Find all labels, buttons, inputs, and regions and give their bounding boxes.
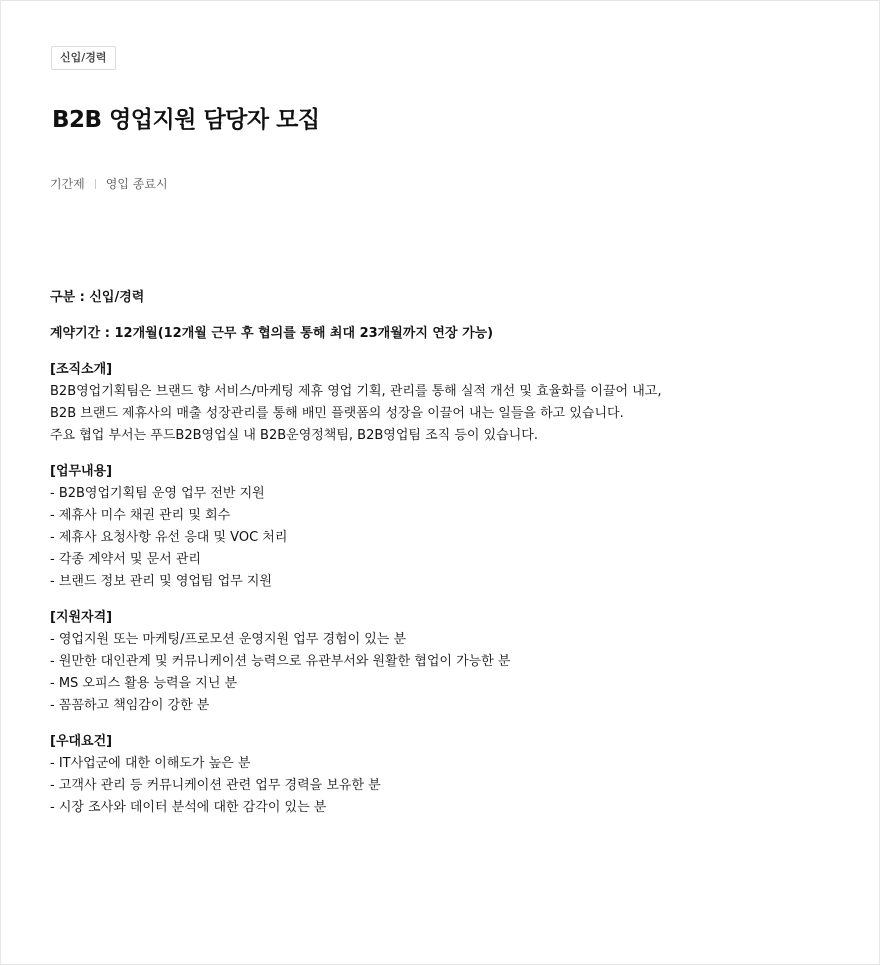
section-line: - 꼼꼼하고 책임감이 강한 분	[50, 698, 210, 713]
contract-period-line: 계약기간 : 12개월(12개월 근무 후 협의를 통해 최대 23개월까지 연장 가능)	[50, 326, 494, 341]
section-line: B2B영업기획팀은 브랜드 향 서비스/마케팅 제휴 영업 기획, 관리를 통해 실적 개선 및 효율화를 이끌어 내고,	[50, 384, 662, 399]
section-line: - 제휴사 요청사항 유선 응대 및 VOC 처리	[50, 530, 288, 545]
section-title: [업무내용]	[50, 464, 113, 479]
section-title: [조직소개]	[50, 362, 113, 377]
section-duties	[50, 461, 850, 593]
job-meta	[50, 175, 168, 192]
section-line: - 시장 조사와 데이터 분석에 대한 감각이 있는 분	[50, 800, 327, 815]
deadline-text: 영입 종료시	[105, 177, 168, 191]
section-qualifications	[50, 607, 850, 717]
meta-divider	[95, 179, 96, 189]
section-line: - 브랜드 정보 관리 및 영업팀 업무 지원	[50, 574, 272, 589]
section-line: B2B 브랜드 제휴사의 매출 성장관리를 통해 배민 플랫폼의 성장을 이끌어 내는 일들을 하고 있습니다.	[50, 406, 624, 421]
job-description	[50, 287, 850, 833]
section-title: [지원자격]	[50, 610, 113, 625]
page-title: B2B 영업지원 담당자 모집	[52, 107, 320, 133]
section-line: - MS 오피스 활용 능력을 지닌 분	[50, 676, 238, 691]
section-line: 주요 협업 부서는 푸드B2B영업실 내 B2B운영정책팀, B2B영업팀 조직 등이 있습니다.	[50, 428, 538, 443]
section-line: - 원만한 대인관계 및 커뮤니케이션 능력으로 유관부서와 원활한 협업이 가능한 분	[50, 654, 511, 669]
section-organization	[50, 359, 850, 447]
section-line: - 각종 계약서 및 문서 관리	[50, 552, 201, 567]
section-line: - 제휴사 미수 채권 관리 및 회수	[50, 508, 231, 523]
section-line: - 고객사 관리 등 커뮤니케이션 관련 업무 경력을 보유한 분	[50, 778, 381, 793]
section-title: [우대요건]	[50, 734, 113, 749]
category-line: 구분 : 신입/경력	[50, 290, 145, 305]
section-line: - 영업지원 또는 마케팅/프로모션 운영지원 업무 경험이 있는 분	[50, 632, 407, 647]
employment-type: 기간제	[50, 177, 85, 191]
career-type-badge: 신입/경력	[51, 46, 116, 70]
section-line: - IT사업군에 대한 이해도가 높은 분	[50, 756, 251, 771]
section-line: - B2B영업기획팀 운영 업무 전반 지원	[50, 486, 265, 501]
section-preferred	[50, 731, 850, 819]
